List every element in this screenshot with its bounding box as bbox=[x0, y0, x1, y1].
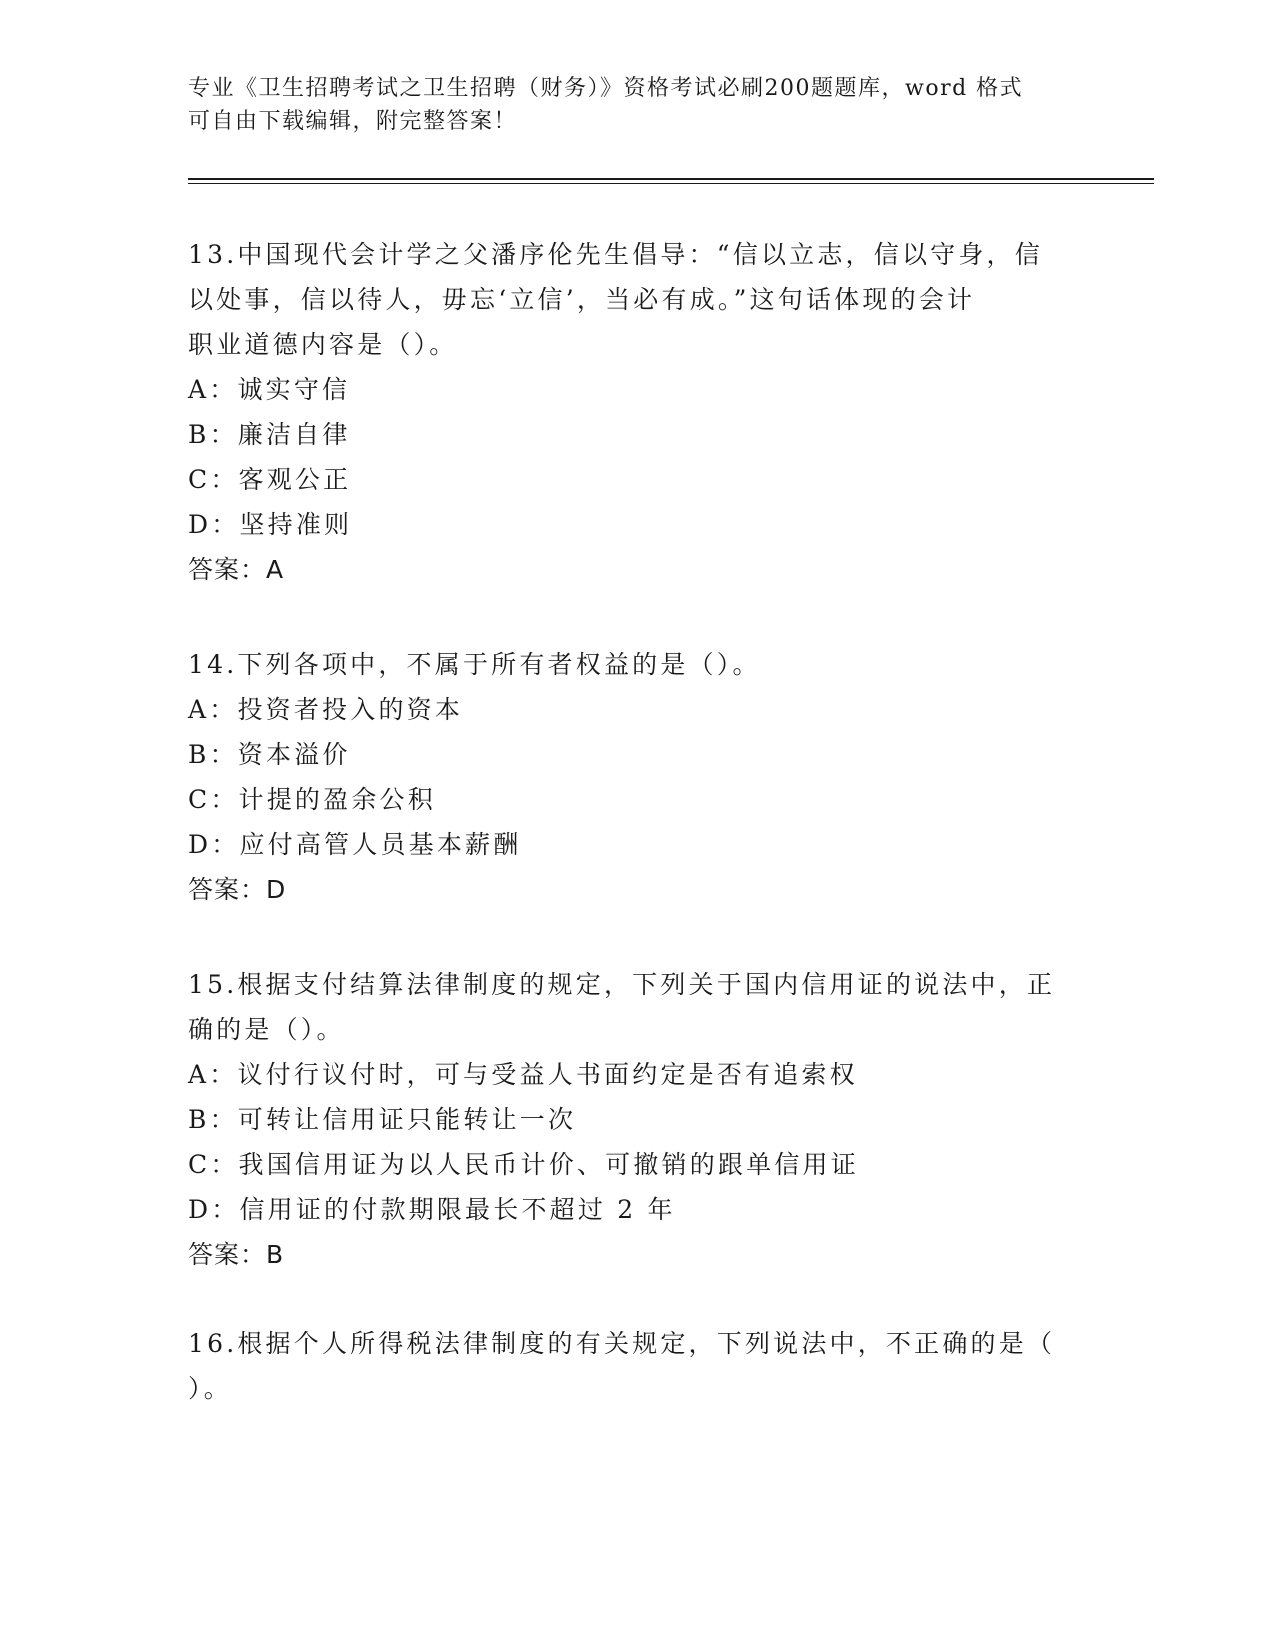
question-stem-line: 15.根据支付结算法律制度的规定，下列关于国内信用证的说法中，正 bbox=[188, 970, 1056, 999]
header-divider-thin bbox=[188, 183, 1154, 184]
question-stem-line: 以处事，信以待人，毋忘‘立信’，当必有成。”这句话体现的会计 bbox=[188, 285, 976, 314]
option-b: B：资本溢价 bbox=[188, 740, 351, 769]
header-divider-thick bbox=[188, 178, 1154, 180]
option-c: C：我国信用证为以人民币计价、可撤销的跟单信用证 bbox=[188, 1150, 859, 1179]
document-header bbox=[188, 72, 1088, 138]
option-a: A：投资者投入的资本 bbox=[188, 695, 464, 724]
option-d: D：坚持准则 bbox=[188, 510, 353, 539]
option-d: D：信用证的付款期限最长不超过 2 年 bbox=[188, 1195, 676, 1224]
question-13 bbox=[188, 232, 1088, 592]
question-14 bbox=[188, 642, 1088, 912]
question-stem-line: 13.中国现代会计学之父潘序伦先生倡导：“信以立志，信以守身，信 bbox=[188, 240, 1043, 269]
option-a: A：诚实守信 bbox=[188, 375, 351, 404]
option-b: B：可转让信用证只能转让一次 bbox=[188, 1105, 577, 1134]
question-stem-line: ）。 bbox=[188, 1374, 232, 1403]
question-stem-line: 职业道德内容是（）。 bbox=[188, 330, 458, 359]
question-16 bbox=[188, 1321, 1088, 1411]
option-d: D：应付高管人员基本薪酬 bbox=[188, 830, 522, 859]
answer-line: 答案：A bbox=[188, 555, 285, 584]
question-stem-line: 确的是（）。 bbox=[188, 1015, 345, 1044]
answer-line: 答案：B bbox=[188, 1240, 285, 1269]
answer-line: 答案：D bbox=[188, 875, 287, 904]
question-15 bbox=[188, 962, 1088, 1277]
header-line-2: 可自由下载编辑，附完整答案！ bbox=[188, 109, 518, 134]
option-c: C：客观公正 bbox=[188, 465, 352, 494]
option-a: A：议付行议付时，可与受益人书面约定是否有追索权 bbox=[188, 1060, 858, 1089]
question-stem-line: 14.下列各项中，不属于所有者权益的是（）。 bbox=[188, 650, 761, 679]
option-b: B：廉洁自律 bbox=[188, 420, 351, 449]
header-line-1: 专业《卫生招聘考试之卫生招聘（财务）》资格考试必刷200题题库，word 格式 bbox=[188, 76, 1024, 101]
option-c: C：计提的盈余公积 bbox=[188, 785, 436, 814]
question-stem-line: 16.根据个人所得税法律制度的有关规定，下列说法中，不正确的是（ bbox=[188, 1329, 1056, 1358]
